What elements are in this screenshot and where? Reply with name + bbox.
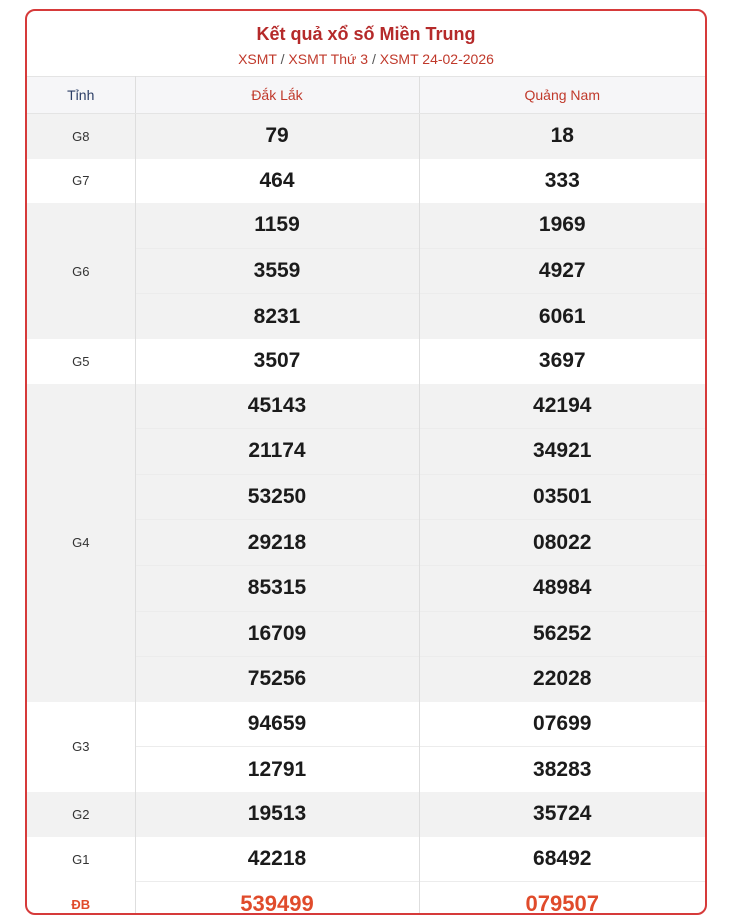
prize-group-g2 [27,792,705,837]
result-number: 29218 [135,520,419,566]
table-row [27,702,705,747]
result-number: 68492 [533,846,592,870]
prize-group-g1 [27,837,705,882]
result-number: 45143 [135,384,419,429]
prize-group-g6 [27,203,705,339]
prize-label: G3 [27,702,135,792]
result-number: 08022 [419,520,705,566]
table-row [27,837,705,882]
result-number: 1969 [419,203,705,248]
result-number: 38283 [419,747,705,792]
result-number: 53250 [135,474,419,520]
results-table [27,76,705,915]
prize-group-g3 [27,702,705,792]
special-prize-number: 079507 [419,882,705,915]
result-number: 79 [135,114,419,159]
prize-label: G8 [27,114,135,159]
table-header-row [27,77,705,114]
prize-group-g5 [27,339,705,384]
result-number: 03501 [419,474,705,520]
table-row [27,384,705,429]
prize-group-g8 [27,114,705,159]
breadcrumb [27,50,705,68]
header-tinh: Tỉnh [27,77,135,114]
prize-group-special [27,882,705,915]
prize-label: G2 [27,792,135,837]
table-row [27,159,705,204]
result-number: 48984 [419,565,705,611]
breadcrumb-separator: / [371,51,376,67]
header-province-quang-nam[interactable]: Quảng Nam [419,77,705,114]
breadcrumb-xsmt-thu-3[interactable]: XSMT Thứ 3 [288,51,369,67]
result-number: 16709 [135,611,419,657]
result-number: 22028 [419,657,705,702]
result-number: 3507 [135,339,419,384]
result-number: 4927 [419,248,705,294]
prize-label: G6 [27,203,135,339]
prize-group-g4 [27,384,705,702]
result-number: 75256 [135,657,419,702]
result-number: 3697 [538,349,586,373]
result-number: 85315 [135,565,419,611]
header-province-dak-lak[interactable]: Đắk Lắk [135,77,419,114]
prize-group-g7 [27,159,705,204]
result-number: 12791 [135,747,419,792]
results-header [27,11,705,76]
result-number: 94659 [135,702,419,747]
result-number: 34921 [419,429,705,475]
prize-label: G7 [27,159,135,204]
prize-label: G1 [27,837,135,882]
table-row [27,114,705,159]
result-number: 3559 [135,248,419,294]
prize-label-special: ĐB [27,882,135,915]
result-number: 464 [135,159,419,204]
breadcrumb-xsmt[interactable]: XSMT [238,51,277,67]
breadcrumb-separator: / [280,51,285,67]
table-row [27,339,705,384]
result-number: 35724 [419,792,705,837]
result-number: 07699 [533,712,592,736]
result-number: 333 [544,168,580,192]
prize-label: G5 [27,339,135,384]
result-number: 8231 [135,294,419,339]
result-number: 42194 [419,384,705,429]
result-number: 42218 [135,837,419,882]
table-row [27,792,705,837]
results-card [25,9,707,915]
result-number: 1159 [135,203,419,248]
result-number: 18 [419,114,705,159]
special-prize-number: 539499 [135,882,419,915]
breadcrumb-xsmt-date[interactable]: XSMT 24-02-2026 [379,51,494,67]
table-row [27,882,705,915]
table-row [27,203,705,248]
result-number: 56252 [419,611,705,657]
result-number: 6061 [419,294,705,339]
page-title: Kết quả xổ số Miền Trung [256,24,476,44]
result-number: 19513 [135,792,419,837]
prize-label: G4 [27,384,135,702]
result-number: 21174 [135,429,419,475]
